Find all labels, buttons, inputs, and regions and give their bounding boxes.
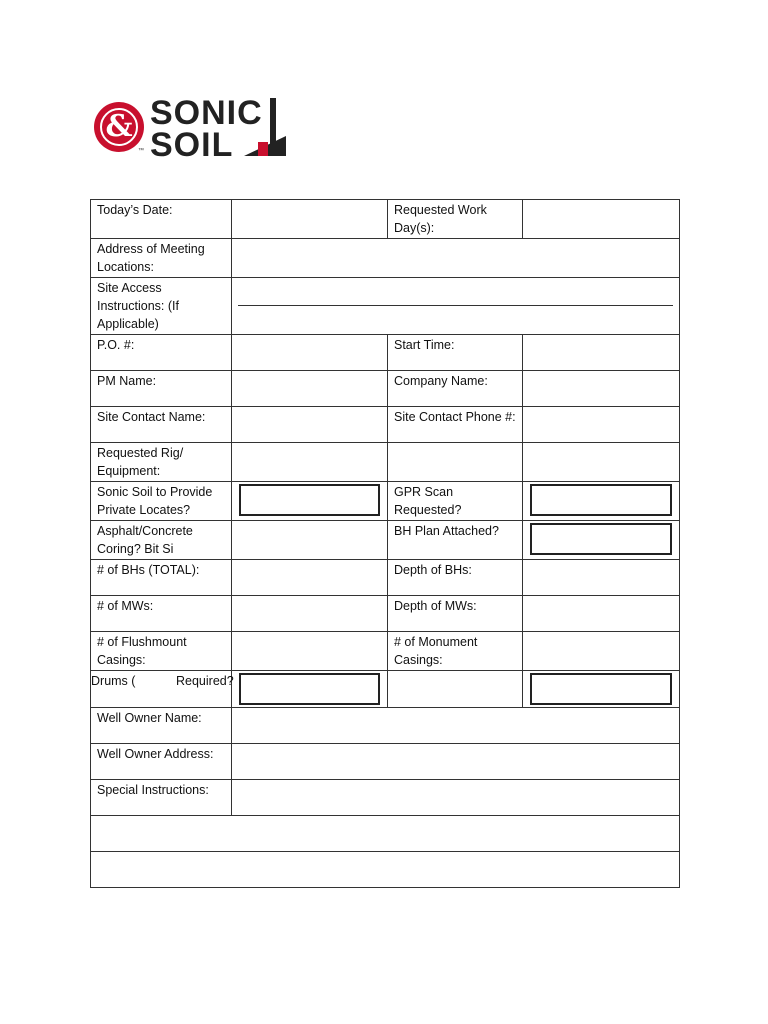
private-locates-label: Sonic Soil to Provide Private Locates? — [91, 482, 232, 521]
form-row — [91, 407, 680, 443]
logo-red-mark-icon — [258, 142, 268, 156]
form-row — [91, 482, 680, 521]
bh-plan-box[interactable] — [530, 523, 672, 555]
private-locates-field[interactable] — [232, 482, 388, 521]
form-row — [91, 443, 680, 482]
site-contact-name-field[interactable] — [232, 407, 388, 443]
well-owner-name-label: Well Owner Name: — [91, 708, 232, 744]
form-row — [91, 278, 680, 335]
form-row — [91, 239, 680, 278]
num-flushmount-label: # of Flushmount Casings: — [91, 632, 232, 671]
num-mws-field[interactable] — [232, 596, 388, 632]
drums-field-3[interactable] — [523, 671, 680, 708]
site-contact-phone-field[interactable] — [523, 407, 680, 443]
form-row — [91, 560, 680, 596]
well-owner-name-field[interactable] — [232, 708, 680, 744]
site-access-line-1[interactable] — [238, 279, 673, 306]
form-row — [91, 371, 680, 407]
form-row — [91, 596, 680, 632]
work-request-form — [90, 199, 680, 888]
site-contact-name-label: Site Contact Name: — [91, 407, 232, 443]
form-row — [91, 744, 680, 780]
num-monument-field[interactable] — [523, 632, 680, 671]
site-access-line-2[interactable] — [238, 306, 673, 331]
drums-label-right: Required? — [176, 674, 234, 688]
company-name-label: Company Name: — [388, 371, 523, 407]
logo-ampersand: & — [105, 109, 133, 144]
drums-field-2[interactable] — [388, 671, 523, 708]
form-row — [91, 521, 680, 560]
requested-work-days-field[interactable] — [523, 200, 680, 239]
special-instructions-label: Special Instructions: — [91, 780, 232, 816]
form-row — [91, 671, 680, 708]
todays-date-label: Today’s Date: — [91, 200, 232, 239]
logo-word-soil: SOIL — [150, 126, 234, 164]
site-contact-phone-label: Site Contact Phone #: — [388, 407, 523, 443]
bh-plan-field[interactable] — [523, 521, 680, 560]
requested-work-days-label: Requested Work Day(s): — [388, 200, 523, 239]
bh-plan-label: BH Plan Attached? — [388, 521, 523, 560]
special-instructions-extra-line-2[interactable] — [91, 852, 680, 888]
requested-rig-field-3[interactable] — [523, 443, 680, 482]
drums-label-left: Drums ( — [91, 674, 136, 688]
coring-label: Asphalt/Concrete Coring? Bit Si — [91, 521, 232, 560]
pm-name-field[interactable] — [232, 371, 388, 407]
special-instructions-extra-line-1[interactable] — [91, 816, 680, 852]
address-meeting-field[interactable] — [232, 239, 680, 278]
well-owner-address-field[interactable] — [232, 744, 680, 780]
depth-bhs-label: Depth of BHs: — [388, 560, 523, 596]
sonic-soil-logo — [94, 94, 294, 164]
company-name-field[interactable] — [523, 371, 680, 407]
num-monument-label: # of Monument Casings: — [388, 632, 523, 671]
site-access-field[interactable] — [232, 278, 680, 335]
form-row — [91, 335, 680, 371]
form-row — [91, 780, 680, 816]
start-time-field[interactable] — [523, 335, 680, 371]
site-access-label: Site Access Instructions: (If Applicable) — [91, 278, 232, 335]
num-bhs-field[interactable] — [232, 560, 388, 596]
drums-label — [91, 671, 232, 708]
logo-word-sonic: SONIC — [150, 94, 263, 132]
num-mws-label: # of MWs: — [91, 596, 232, 632]
address-meeting-label: Address of Meeting Locations: — [91, 239, 232, 278]
coring-field[interactable] — [232, 521, 388, 560]
drums-box[interactable] — [239, 673, 380, 705]
form-row — [91, 632, 680, 671]
po-field[interactable] — [232, 335, 388, 371]
gpr-scan-field[interactable] — [523, 482, 680, 521]
todays-date-field[interactable] — [232, 200, 388, 239]
drums-box-2[interactable] — [530, 673, 672, 705]
gpr-scan-label: GPR Scan Requested? — [388, 482, 523, 521]
special-instructions-field[interactable] — [232, 780, 680, 816]
pm-name-label: PM Name: — [91, 371, 232, 407]
form-row — [91, 816, 680, 852]
well-owner-address-label: Well Owner Address: — [91, 744, 232, 780]
requested-rig-label: Requested Rig/ Equipment: — [91, 443, 232, 482]
start-time-label: Start Time: — [388, 335, 523, 371]
requested-rig-field-2[interactable] — [388, 443, 523, 482]
requested-rig-field[interactable] — [232, 443, 388, 482]
private-locates-box[interactable] — [239, 484, 380, 516]
depth-bhs-field[interactable] — [523, 560, 680, 596]
num-bhs-label: # of BHs (TOTAL): — [91, 560, 232, 596]
form-row — [91, 200, 680, 239]
gpr-scan-box[interactable] — [530, 484, 672, 516]
drums-field[interactable] — [232, 671, 388, 708]
depth-mws-label: Depth of MWs: — [388, 596, 523, 632]
logo-trademark: ™ — [138, 148, 144, 154]
form-row — [91, 852, 680, 888]
po-label: P.O. #: — [91, 335, 232, 371]
form-row — [91, 708, 680, 744]
num-flushmount-field[interactable] — [232, 632, 388, 671]
depth-mws-field[interactable] — [523, 596, 680, 632]
